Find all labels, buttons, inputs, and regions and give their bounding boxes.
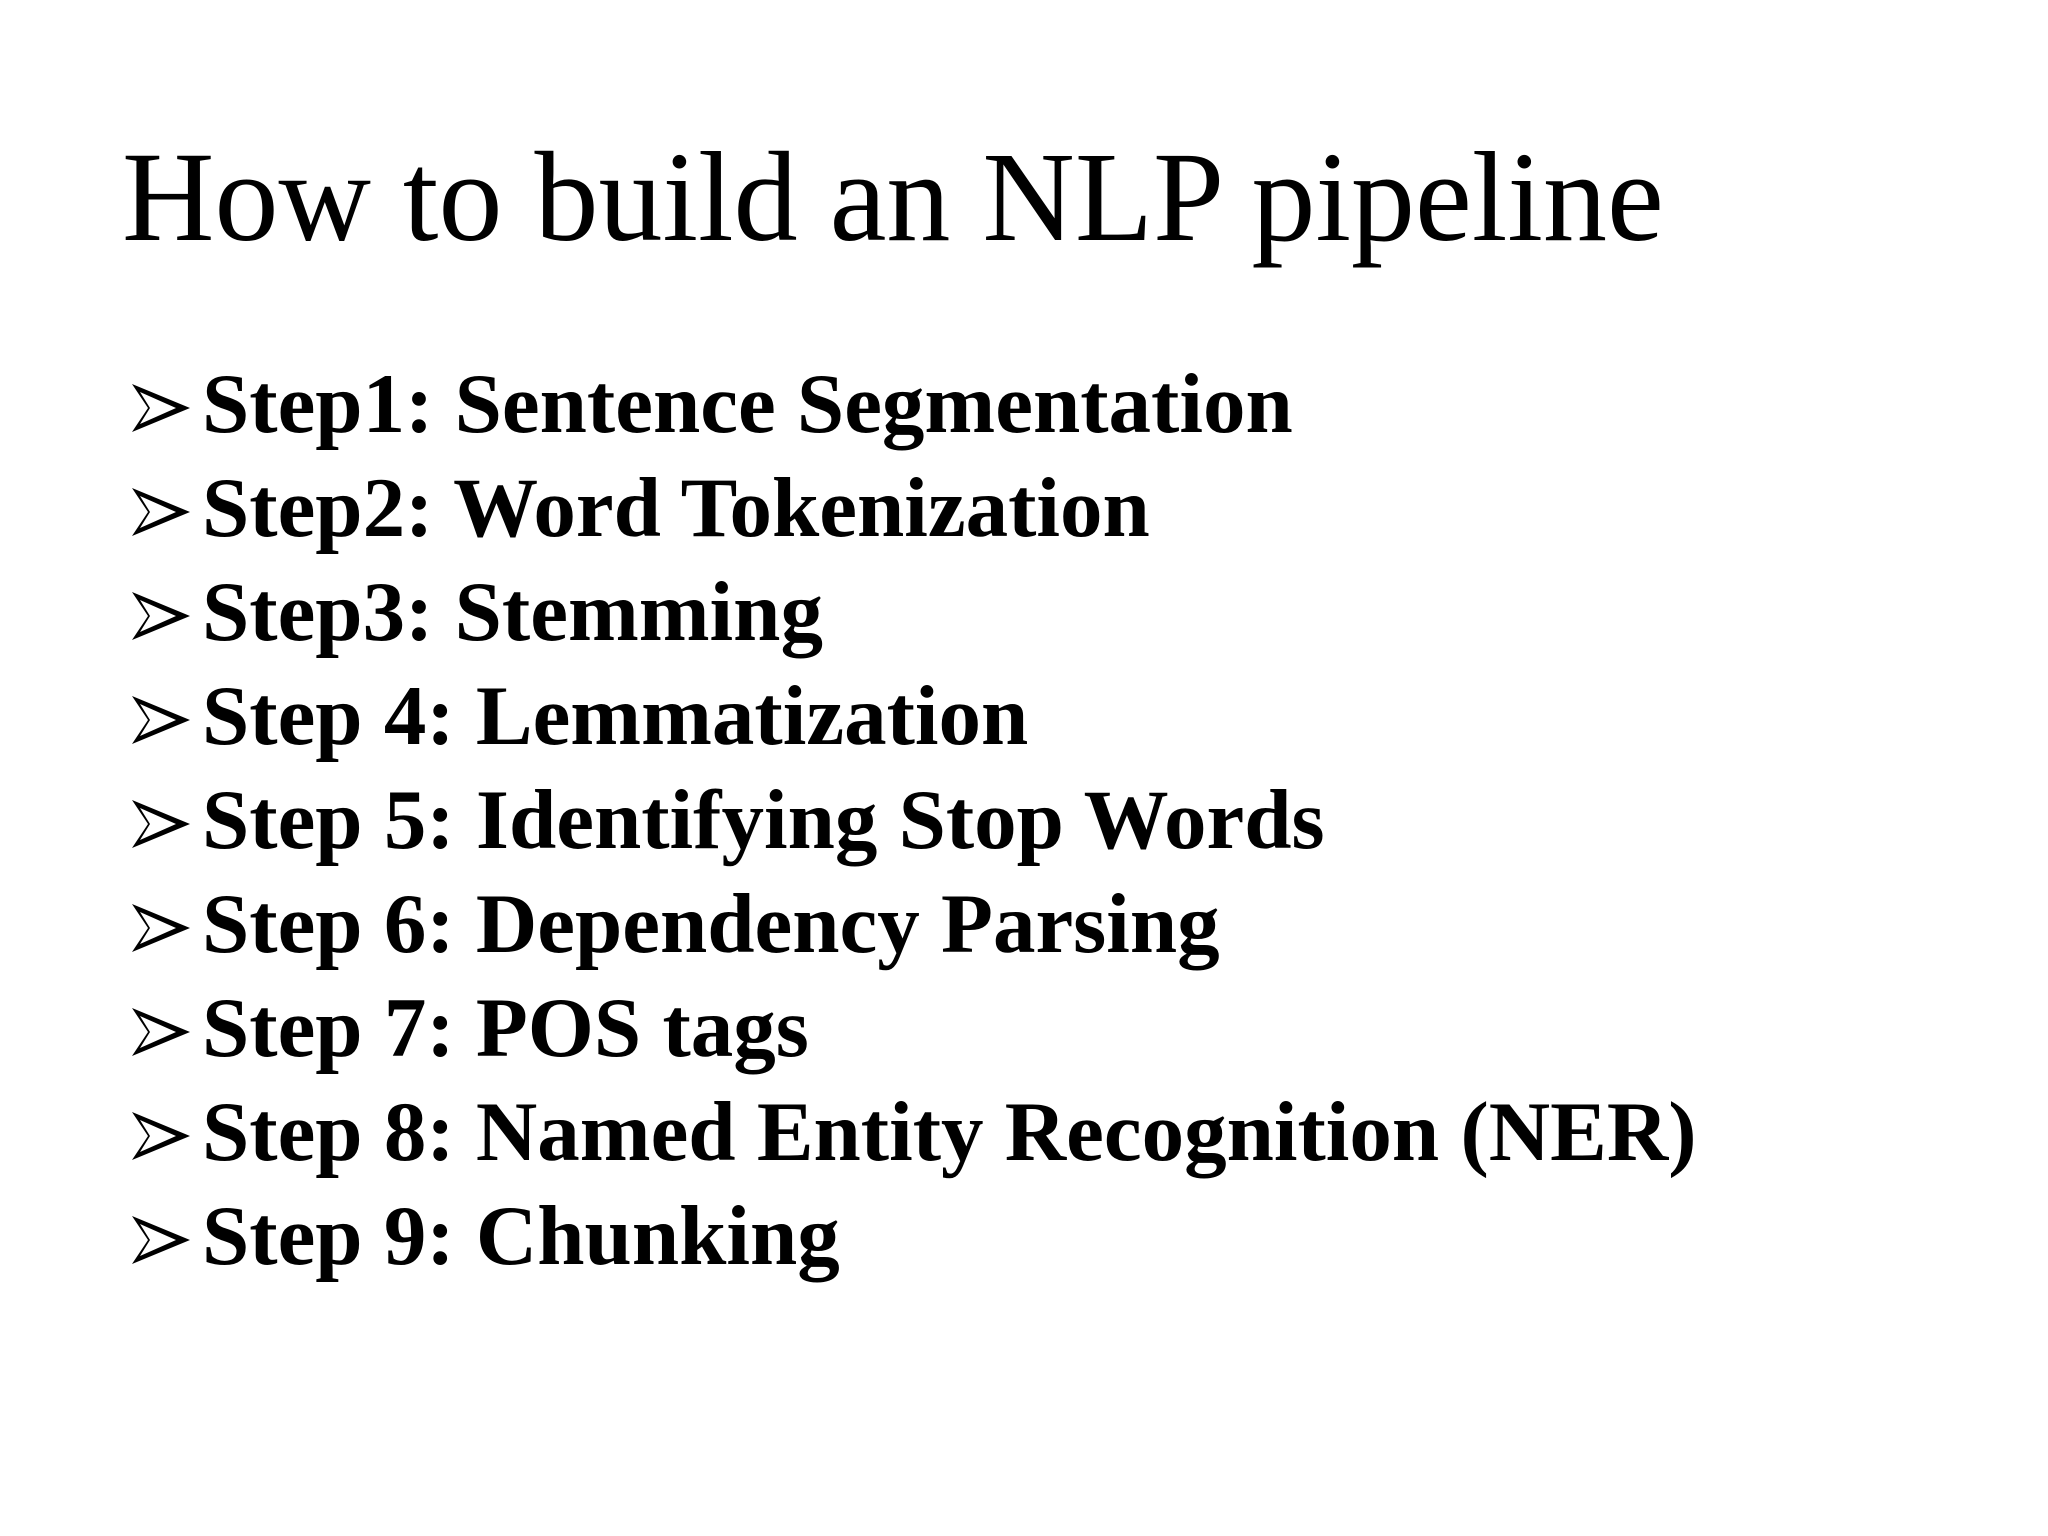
- arrowhead-bullet-icon: [128, 456, 202, 560]
- arrowhead-bullet-icon: [128, 1184, 202, 1288]
- list-item: [128, 872, 1697, 976]
- arrowhead-bullet-icon: [128, 872, 202, 976]
- step-label: Step 8: Named Entity Recognition (NER): [202, 1085, 1697, 1179]
- arrowhead-bullet-icon: [128, 560, 202, 664]
- step-label: Step 6: Dependency Parsing: [202, 877, 1220, 971]
- step-label: Step 4: Lemmatization: [202, 669, 1029, 763]
- step-list: [128, 352, 1697, 1288]
- arrowhead-bullet-icon: [128, 664, 202, 768]
- list-item: [128, 1184, 1697, 1288]
- slide-title: How to build an NLP pipeline: [122, 126, 1664, 268]
- list-item: [128, 560, 1697, 664]
- list-item: [128, 1080, 1697, 1184]
- step-label: Step 5: Identifying Stop Words: [202, 773, 1325, 867]
- step-label: Step3: Stemming: [202, 565, 823, 659]
- step-label: Step 9: Chunking: [202, 1189, 840, 1283]
- list-item: [128, 456, 1697, 560]
- arrowhead-bullet-icon: [128, 976, 202, 1080]
- arrowhead-bullet-icon: [128, 352, 202, 456]
- arrowhead-bullet-icon: [128, 768, 202, 872]
- step-label: Step 7: POS tags: [202, 981, 809, 1075]
- list-item: [128, 664, 1697, 768]
- arrowhead-bullet-icon: [128, 1080, 202, 1184]
- list-item: [128, 768, 1697, 872]
- list-item: [128, 976, 1697, 1080]
- step-label: Step1: Sentence Segmentation: [202, 357, 1293, 451]
- list-item: [128, 352, 1697, 456]
- step-label: Step2: Word Tokenization: [202, 461, 1150, 555]
